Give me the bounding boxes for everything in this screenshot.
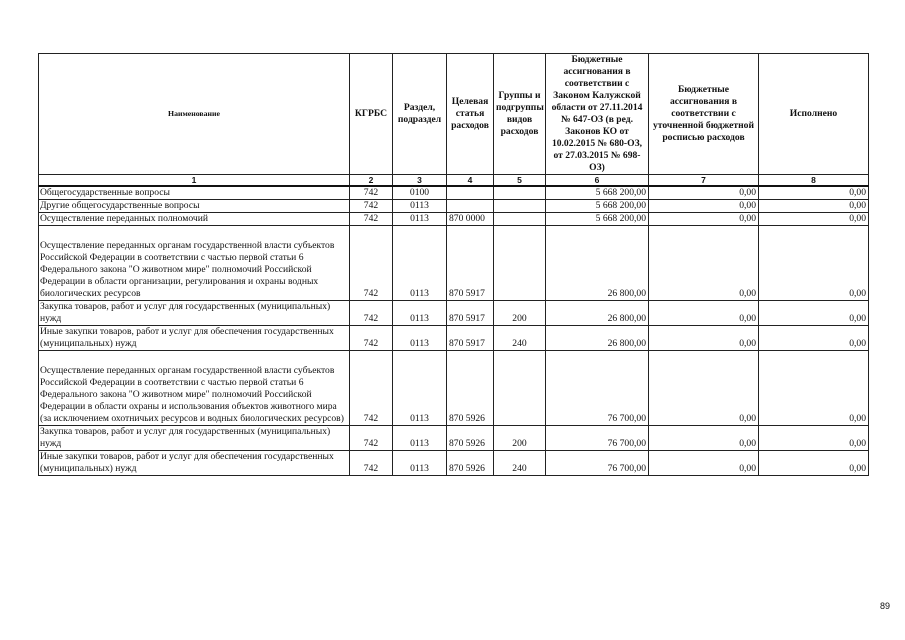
row-refined-amount: 0,00 [649,226,759,301]
row-expense-group: 200 [494,426,546,451]
column-number: 8 [759,175,869,187]
table-row [39,200,869,213]
row-refined-amount: 0,00 [649,451,759,476]
row-expense-group [494,186,546,200]
table-row [39,213,869,226]
header-refined-allocations: Бюджетные ассигнования в соответствии с уточненной бюджетной росписью расходов [649,54,759,175]
column-number-row [39,175,869,187]
row-executed: 0,00 [759,326,869,351]
row-name: Общегосударственные вопросы [39,186,350,200]
row-expense-group: 200 [494,301,546,326]
header-target-article: Целевая статья расходов [447,54,494,175]
row-target-article: 870 0000 [447,213,494,226]
row-kgrbs: 742 [350,226,393,301]
row-name: Осуществление переданных полномочий [39,213,350,226]
row-section: 0113 [393,326,447,351]
row-refined-amount: 0,00 [649,200,759,213]
header-expense-group: Группы и подгруппы видов расходов [494,54,546,175]
header-executed: Исполнено [759,54,869,175]
row-target-article: 870 5917 [447,301,494,326]
row-section: 0113 [393,451,447,476]
row-executed: 0,00 [759,200,869,213]
row-kgrbs: 742 [350,213,393,226]
row-section: 0113 [393,226,447,301]
page-number: 89 [880,601,891,611]
row-executed: 0,00 [759,351,869,426]
row-kgrbs: 742 [350,351,393,426]
row-name: Закупка товаров, работ и услуг для государственных (муниципальных) нужд [39,426,350,451]
row-section: 0113 [393,351,447,426]
column-number: 3 [393,175,447,187]
row-section: 0100 [393,186,447,200]
header-section: Раздел, подраздел [393,54,447,175]
row-kgrbs: 742 [350,451,393,476]
row-target-article: 870 5917 [447,226,494,301]
row-name: Иные закупки товаров, работ и услуг для обеспечения государственных (муниципальных) нужд [39,451,350,476]
row-law-amount: 5 668 200,00 [546,213,649,226]
row-law-amount: 76 700,00 [546,451,649,476]
row-expense-group [494,200,546,213]
row-law-amount: 5 668 200,00 [546,186,649,200]
row-name: Закупка товаров, работ и услуг для государственных (муниципальных) нужд [39,301,350,326]
row-name: Иные закупки товаров, работ и услуг для обеспечения государственных (муниципальных) нужд [39,326,350,351]
row-expense-group: 240 [494,451,546,476]
column-number: 2 [350,175,393,187]
row-expense-group [494,226,546,301]
header-law-allocations: Бюджетные ассигнования в соответствии с Законом Калужской области от 27.11.2014 № 647-ОЗ (в ред. Законов КО от 10.02.2015 № 680-ОЗ, от 27.03.2015 № 698-ОЗ) [546,54,649,175]
row-executed: 0,00 [759,426,869,451]
row-refined-amount: 0,00 [649,213,759,226]
row-law-amount: 26 800,00 [546,326,649,351]
row-target-article: 870 5926 [447,426,494,451]
row-law-amount: 76 700,00 [546,351,649,426]
row-target-article [447,200,494,213]
row-expense-group [494,213,546,226]
row-kgrbs: 742 [350,426,393,451]
row-law-amount: 5 668 200,00 [546,200,649,213]
row-law-amount: 26 800,00 [546,301,649,326]
row-executed: 0,00 [759,213,869,226]
row-kgrbs: 742 [350,301,393,326]
row-target-article: 870 5926 [447,351,494,426]
row-executed: 0,00 [759,301,869,326]
header-name: Наименование [39,54,350,175]
row-target-article [447,186,494,200]
table-row [39,226,869,301]
table-row [39,351,869,426]
row-target-article: 870 5917 [447,326,494,351]
column-number: 6 [546,175,649,187]
row-expense-group [494,351,546,426]
row-law-amount: 76 700,00 [546,426,649,451]
row-law-amount: 26 800,00 [546,226,649,301]
column-number: 1 [39,175,350,187]
table-row [39,186,869,200]
row-section: 0113 [393,426,447,451]
row-section: 0113 [393,213,447,226]
column-number: 5 [494,175,546,187]
row-refined-amount: 0,00 [649,186,759,200]
table-row [39,451,869,476]
table-row [39,301,869,326]
row-kgrbs: 742 [350,200,393,213]
row-name: Другие общегосударственные вопросы [39,200,350,213]
row-executed: 0,00 [759,451,869,476]
row-section: 0113 [393,200,447,213]
budget-table [38,53,869,476]
row-refined-amount: 0,00 [649,326,759,351]
row-executed: 0,00 [759,226,869,301]
header-kgrbs: КГРБС [350,54,393,175]
column-number: 4 [447,175,494,187]
row-refined-amount: 0,00 [649,301,759,326]
row-target-article: 870 5926 [447,451,494,476]
row-executed: 0,00 [759,186,869,200]
row-section: 0113 [393,301,447,326]
table-row [39,326,869,351]
row-kgrbs: 742 [350,186,393,200]
row-kgrbs: 742 [350,326,393,351]
row-expense-group: 240 [494,326,546,351]
row-refined-amount: 0,00 [649,426,759,451]
column-number: 7 [649,175,759,187]
header-row [39,54,869,175]
row-name: Осуществление переданных органам государственной власти субъектов Российской Федерации в соответствии с частью первой статьи 6 Федерального закона "О животном мире" полномочий Российской Федерации в области организации, регулирования и охраны водных биологических ресурсов [39,226,350,301]
table-row [39,426,869,451]
row-refined-amount: 0,00 [649,351,759,426]
row-name: Осуществление переданных органам государственной власти субъектов Российской Федерации в соответствии с частью первой статьи 6 Федерального закона "О животном мире" полномочий Российской Федерации в области охраны и использования объектов животного мира (за исключением охотничьих ресурсов и водных биологических ресурсов) [39,351,350,426]
